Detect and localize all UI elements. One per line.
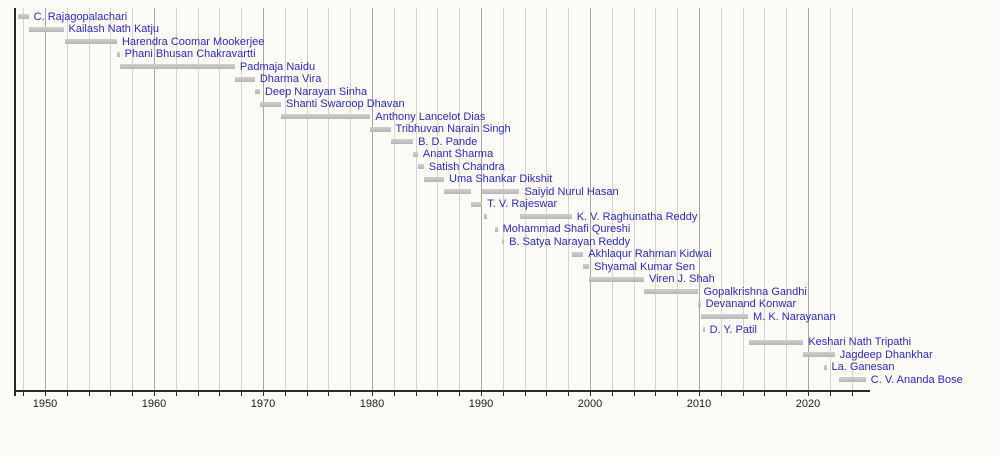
term-bar bbox=[65, 39, 117, 44]
gridline-2000 bbox=[590, 8, 591, 391]
governor-label[interactable]: Shanti Swaroop Dhavan bbox=[285, 98, 405, 111]
gridline-2024 bbox=[852, 8, 853, 391]
axis-tick-2002 bbox=[612, 391, 613, 396]
term-bar bbox=[583, 264, 589, 269]
term-bar bbox=[520, 214, 571, 219]
axis-tick-label: 2020 bbox=[795, 398, 821, 410]
x-axis-line bbox=[14, 390, 870, 392]
term-bar bbox=[29, 27, 64, 32]
term-bar bbox=[572, 252, 584, 257]
axis-tick-2018 bbox=[786, 391, 787, 396]
term-bar bbox=[589, 277, 644, 282]
term-bar bbox=[260, 102, 281, 107]
term-bar bbox=[803, 352, 834, 357]
governor-label[interactable]: K. V. Raghunatha Reddy bbox=[576, 210, 698, 223]
gridline-2010 bbox=[699, 8, 700, 391]
governor-label[interactable]: Devanand Konwar bbox=[705, 298, 797, 311]
gridline-1952 bbox=[67, 8, 68, 391]
term-bar bbox=[413, 152, 418, 157]
axis-tick-1984 bbox=[416, 391, 417, 396]
axis-tick-1954 bbox=[89, 391, 90, 396]
axis-tick-1968 bbox=[241, 391, 242, 396]
governor-label[interactable]: Phani Bhusan Chakravartti bbox=[124, 48, 256, 61]
axis-tick-1960 bbox=[154, 391, 155, 396]
axis-tick-1992 bbox=[503, 391, 504, 396]
axis-tick-2006 bbox=[655, 391, 656, 396]
term-bar bbox=[444, 189, 471, 194]
governor-label[interactable]: M. K. Narayanan bbox=[753, 310, 836, 323]
axis-tick-2010 bbox=[699, 391, 700, 396]
governor-label[interactable]: B. D. Pande bbox=[418, 135, 478, 148]
term-bar bbox=[484, 214, 486, 219]
term-bar bbox=[644, 289, 699, 294]
governor-label[interactable]: Gopalkrishna Gandhi bbox=[703, 285, 807, 298]
axis-tick-1956 bbox=[110, 391, 111, 396]
gridline-1976 bbox=[328, 8, 329, 391]
governor-label[interactable]: Anthony Lancelot Dias bbox=[375, 110, 486, 123]
term-bar bbox=[281, 114, 370, 119]
axis-tick-2024 bbox=[852, 391, 853, 396]
governor-label[interactable]: Harendra Coomar Mookerjee bbox=[121, 35, 265, 48]
governor-label[interactable]: Anant Sharma bbox=[422, 148, 494, 161]
term-bar bbox=[117, 52, 120, 57]
term-bar bbox=[120, 64, 235, 69]
axis-tick-1972 bbox=[285, 391, 286, 396]
governor-label[interactable]: T. V. Rajeswar bbox=[487, 198, 558, 211]
term-bar bbox=[255, 89, 260, 94]
term-bar bbox=[698, 302, 700, 307]
axis-tick-1986 bbox=[437, 391, 438, 396]
gridline-2016 bbox=[764, 8, 765, 391]
governor-label[interactable]: Saiyid Nurul Hasan bbox=[524, 185, 619, 198]
term-bar bbox=[424, 177, 444, 182]
governor-label[interactable]: Satish Chandra bbox=[428, 160, 505, 173]
governor-label[interactable]: Keshari Nath Tripathi bbox=[808, 336, 912, 349]
axis-tick-2014 bbox=[743, 391, 744, 396]
gridline-1980 bbox=[372, 8, 373, 391]
governor-label[interactable]: C. V. Ananda Bose bbox=[870, 373, 963, 386]
axis-tick-1994 bbox=[525, 391, 526, 396]
governor-label[interactable]: La. Ganesan bbox=[831, 361, 895, 374]
axis-tick-2012 bbox=[721, 391, 722, 396]
axis-tick-2004 bbox=[634, 391, 635, 396]
axis-tick-1964 bbox=[198, 391, 199, 396]
term-bar bbox=[502, 239, 504, 244]
axis-tick-1980 bbox=[372, 391, 373, 396]
axis-tick-1952 bbox=[67, 391, 68, 396]
axis-tick-2022 bbox=[830, 391, 831, 396]
axis-tick-2008 bbox=[677, 391, 678, 396]
governor-label[interactable]: Viren J. Shah bbox=[648, 273, 715, 286]
governor-label[interactable]: C. Rajagopalachari bbox=[33, 10, 128, 23]
gridline-1984 bbox=[416, 8, 417, 391]
axis-tick-1988 bbox=[459, 391, 460, 396]
governor-label[interactable]: B. Satya Narayan Reddy bbox=[509, 235, 631, 248]
gridline-2008 bbox=[677, 8, 678, 391]
axis-tick-1996 bbox=[546, 391, 547, 396]
gridline-1948 bbox=[23, 8, 24, 391]
governor-label[interactable]: D. Y. Patil bbox=[709, 323, 757, 336]
term-bar bbox=[701, 314, 748, 319]
gridline-1982 bbox=[394, 8, 395, 391]
governor-label[interactable]: Akhlaqur Rahman Kidwai bbox=[588, 248, 712, 261]
gridline-1998 bbox=[568, 8, 569, 391]
gridline-2002 bbox=[612, 8, 613, 391]
axis-tick-1978 bbox=[350, 391, 351, 396]
term-bar bbox=[839, 377, 866, 382]
gridline-1978 bbox=[350, 8, 351, 391]
axis-tick-1990 bbox=[481, 391, 482, 396]
axis-tick-2020 bbox=[808, 391, 809, 396]
axis-tick-1950 bbox=[45, 391, 46, 396]
axis-tick-label: 1960 bbox=[141, 398, 167, 410]
y-axis-line bbox=[14, 8, 16, 396]
gridline-1954 bbox=[89, 8, 90, 391]
term-bar bbox=[418, 164, 424, 169]
axis-tick-2016 bbox=[764, 391, 765, 396]
governor-label[interactable]: Uma Shankar Dikshit bbox=[449, 173, 553, 186]
axis-tick-1970 bbox=[263, 391, 264, 396]
term-bar bbox=[824, 365, 826, 370]
axis-tick-label: 1980 bbox=[359, 398, 385, 410]
axis-tick-1958 bbox=[132, 391, 133, 396]
gridline-1988 bbox=[459, 8, 460, 391]
axis-tick-1982 bbox=[394, 391, 395, 396]
axis-tick-1974 bbox=[307, 391, 308, 396]
gridline-1986 bbox=[437, 8, 438, 391]
term-bar bbox=[703, 327, 705, 332]
term-bar bbox=[749, 340, 804, 345]
gridline-2006 bbox=[655, 8, 656, 391]
term-bar bbox=[370, 127, 390, 132]
gridline-2004 bbox=[634, 8, 635, 391]
axis-tick-label: 1950 bbox=[32, 398, 58, 410]
gridline-2022 bbox=[830, 8, 831, 391]
governor-label[interactable]: Padmaja Naidu bbox=[239, 60, 316, 73]
term-bar bbox=[391, 139, 414, 144]
axis-tick-label: 1990 bbox=[468, 398, 494, 410]
axis-tick-label: 2010 bbox=[686, 398, 712, 410]
governor-label[interactable]: Kailash Nath Katju bbox=[68, 23, 160, 36]
governor-label[interactable]: Jagdeep Dhankhar bbox=[839, 348, 933, 361]
gridline-2020 bbox=[808, 8, 809, 391]
gridline-1956 bbox=[110, 8, 111, 391]
term-bar bbox=[471, 202, 482, 207]
governor-label[interactable]: Dharma Vira bbox=[259, 73, 322, 86]
gridline-2018 bbox=[786, 8, 787, 391]
governor-label[interactable]: Deep Narayan Sinha bbox=[264, 85, 368, 98]
gridline-1990 bbox=[481, 8, 482, 391]
axis-tick-1966 bbox=[219, 391, 220, 396]
governor-label[interactable]: Mohammad Shafi Qureshi bbox=[502, 223, 631, 236]
axis-tick-1948 bbox=[23, 391, 24, 396]
axis-tick-2000 bbox=[590, 391, 591, 396]
gridline-1950 bbox=[45, 8, 46, 391]
governor-label[interactable]: Tribhuvan Narain Singh bbox=[395, 123, 511, 136]
term-bar bbox=[482, 189, 519, 194]
axis-tick-1976 bbox=[328, 391, 329, 396]
term-bar bbox=[235, 77, 255, 82]
axis-tick-1962 bbox=[176, 391, 177, 396]
axis-tick-label: 1970 bbox=[250, 398, 276, 410]
term-bar bbox=[495, 227, 497, 232]
governor-label[interactable]: Shyamal Kumar Sen bbox=[594, 260, 696, 273]
term-bar bbox=[18, 14, 28, 19]
axis-tick-label: 2000 bbox=[577, 398, 603, 410]
axis-tick-1998 bbox=[568, 391, 569, 396]
